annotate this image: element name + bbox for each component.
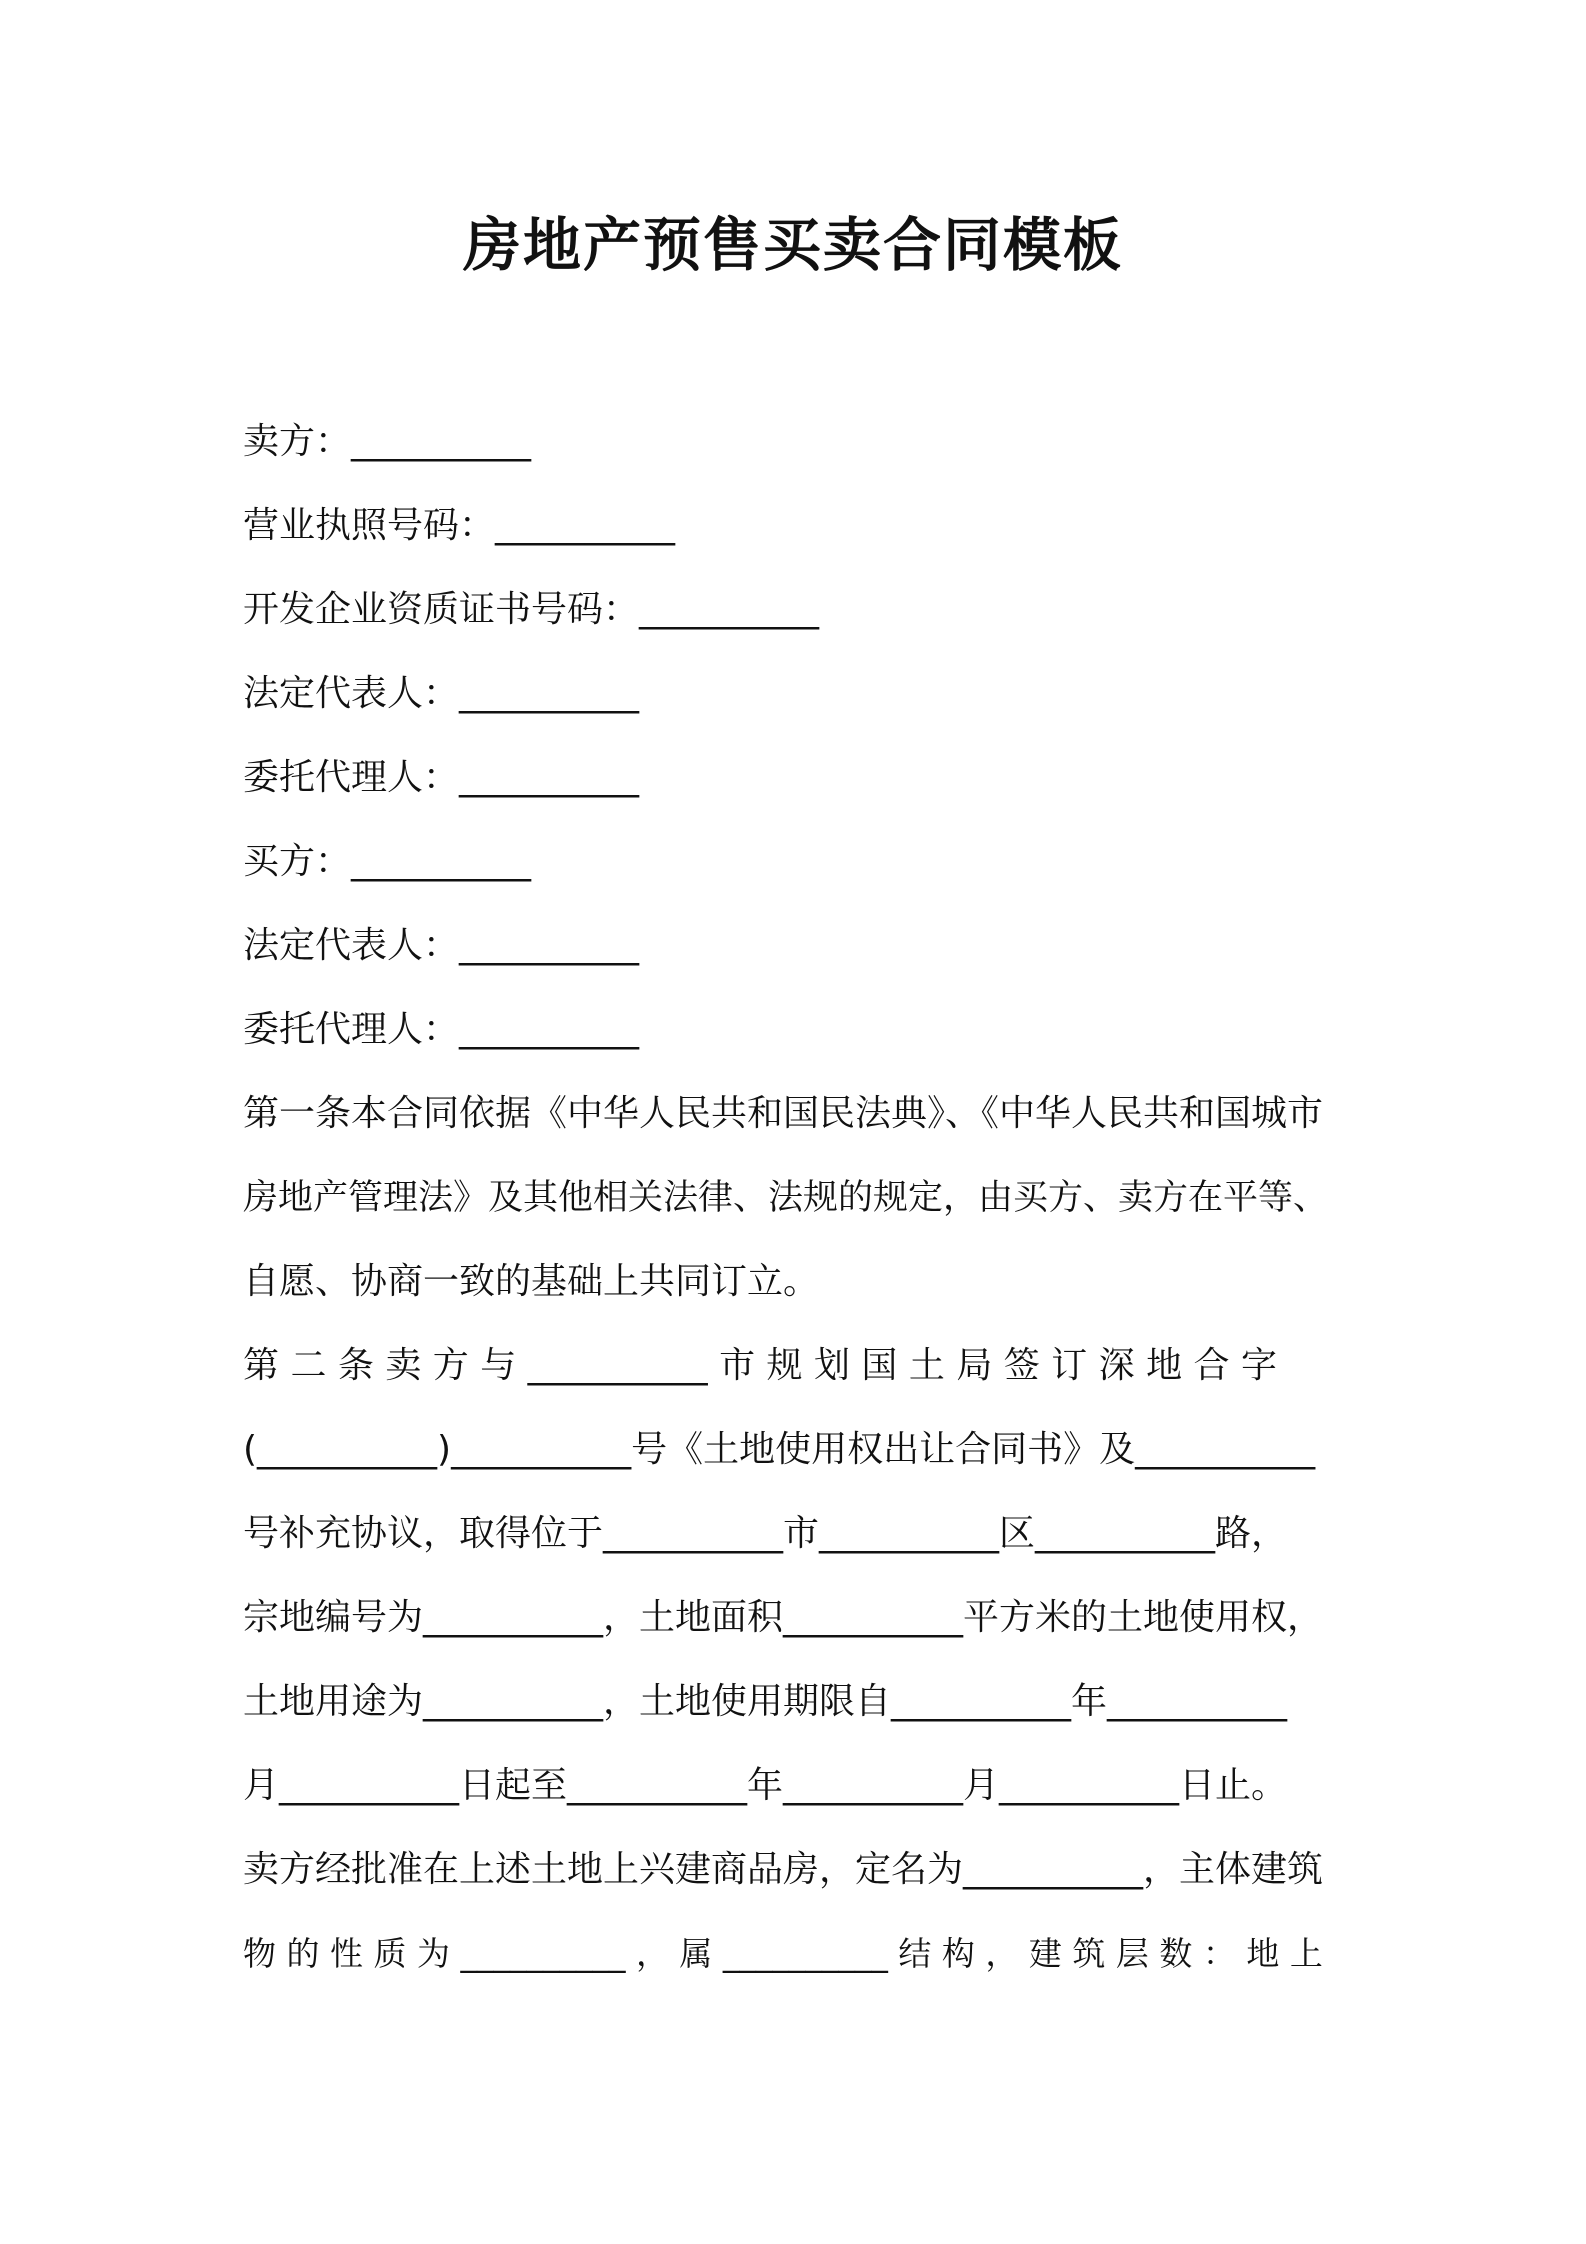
document-title: 房地产预售买卖合同模板 xyxy=(462,211,1123,279)
article-2-line: (__________)__________号《土地使用权出让合同书》及__________ xyxy=(243,1429,1316,1470)
article-2-line: 物 的 性 质 为 __________ ， 属 __________ 结 构 ， 建 筑 层 数 ： 地 上 xyxy=(243,1934,1323,1973)
article-2-line: 宗地编号为__________，土地面积__________平方米的土地使用权， xyxy=(243,1597,1324,1638)
article-2-line: 第 二 条 卖 方 与 __________ 市 规 划 国 土 局 签 订 深 地 合 字 xyxy=(243,1345,1277,1386)
article-1-line: 第一条本合同依据《中华人民共和国民法典》、《中华人民共和国城市 xyxy=(243,1093,1324,1134)
field-buyer-legal-rep: 法定代表人：__________ xyxy=(243,925,640,966)
field-business-license: 营业执照号码：__________ xyxy=(243,505,676,546)
article-1-line: 房地产管理法》及其他相关法律、法规的规定，由买方、卖方在平等、 xyxy=(243,1178,1329,1218)
field-buyer: 买方：__________ xyxy=(243,841,532,882)
document-body xyxy=(243,400,1355,1996)
article-2-line: 号补充协议，取得位于__________市__________区__________路， xyxy=(243,1513,1288,1554)
article-1-line: 自愿、协商一致的基础上共同订立。 xyxy=(243,1261,820,1302)
article-2-line: 月__________日起至__________年__________月__________日止。 xyxy=(243,1765,1288,1806)
article-2-line: 卖方经批准在上述土地上兴建商品房，定名为__________，主体建筑 xyxy=(243,1849,1324,1890)
field-seller-legal-rep: 法定代表人：__________ xyxy=(243,673,640,714)
field-qualification-cert: 开发企业资质证书号码：__________ xyxy=(243,589,820,630)
field-seller: 卖方：__________ xyxy=(243,421,532,462)
article-2-line: 土地用途为__________，土地使用期限自__________年__________ xyxy=(243,1681,1288,1722)
field-seller-agent: 委托代理人：__________ xyxy=(243,757,640,798)
field-buyer-agent: 委托代理人：__________ xyxy=(243,1009,640,1050)
